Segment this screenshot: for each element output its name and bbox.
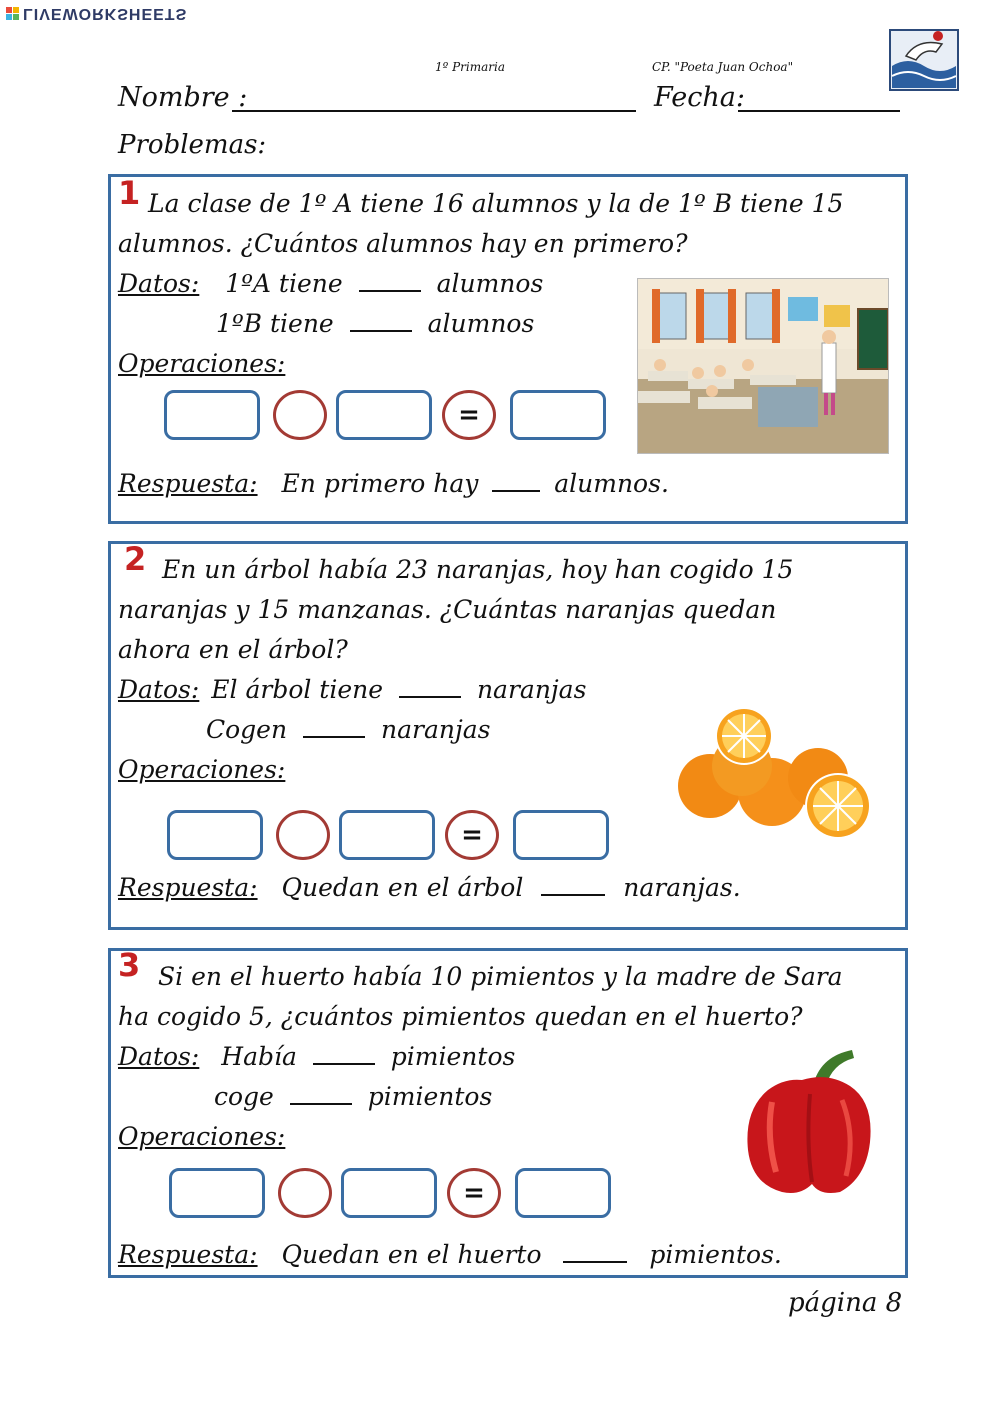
problem-3-datos-row-1	[118, 1037, 515, 1077]
problem-3-statement-line-2: ha cogido 5, ¿cuántos pimientos quedan en el huerto?	[118, 1002, 803, 1031]
number-3-icon: 3	[118, 946, 141, 984]
logo-squares-icon	[6, 7, 19, 20]
name-line[interactable]	[232, 110, 636, 112]
date-line[interactable]	[738, 110, 900, 112]
equals-sign: =	[442, 390, 496, 440]
school-name: CP. "Poeta Juan Ochoa"	[652, 60, 794, 74]
liveworksheets-logo	[6, 4, 187, 22]
respuesta-blank[interactable]	[563, 1243, 627, 1263]
operator-circle[interactable]	[273, 390, 327, 440]
grade-label: 1º Primaria	[435, 60, 506, 74]
datos-label: Datos:	[118, 269, 200, 298]
problem-3-respuesta	[118, 1235, 782, 1275]
dato-2-blank[interactable]	[350, 312, 412, 332]
operand-2-box[interactable]	[341, 1168, 437, 1218]
problem-3-statement-line-1: Si en el huerto había 10 pimientos y la madre de Sara	[158, 962, 843, 991]
problem-1-statement-line-2: alumnos. ¿Cuántos alumnos hay en primero?	[118, 229, 688, 258]
dato-1-suffix: naranjas	[476, 675, 587, 704]
dato-2-prefix: 1ºB tiene	[216, 309, 334, 338]
problem-1-operaciones-label: Operaciones:	[118, 349, 286, 378]
number-2-icon: 2	[124, 540, 147, 578]
problem-2-statement-line-3: ahora en el árbol?	[118, 635, 348, 664]
dato-2-blank[interactable]	[290, 1085, 352, 1105]
date-label: Fecha:	[654, 82, 745, 113]
problem-2-datos-row-1	[118, 670, 586, 710]
classroom-illustration	[637, 278, 889, 454]
problem-2-statement-line-2: naranjas y 15 manzanas. ¿Cuántas naranjas quedan	[118, 595, 777, 624]
datos-label: Datos:	[118, 675, 200, 704]
result-box[interactable]	[510, 390, 606, 440]
dato-2-suffix: pimientos	[367, 1082, 493, 1111]
dato-1-prefix: Había	[221, 1042, 297, 1071]
respuesta-suffix: naranjas.	[623, 873, 741, 902]
operator-circle[interactable]	[276, 810, 330, 860]
problem-1-respuesta	[118, 464, 669, 504]
dato-2-prefix: Cogen	[206, 715, 288, 744]
number-1-icon: 1	[118, 174, 141, 212]
dato-1-prefix: El árbol tiene	[211, 675, 384, 704]
respuesta-prefix: Quedan en el árbol	[281, 873, 524, 902]
dato-1-blank[interactable]	[313, 1045, 375, 1065]
respuesta-label: Respuesta:	[118, 469, 258, 498]
school-emblem-icon	[888, 26, 960, 98]
equals-sign: =	[445, 810, 499, 860]
datos-label: Datos:	[118, 1042, 200, 1071]
dato-1-blank[interactable]	[359, 272, 421, 292]
dato-2-suffix: alumnos	[427, 309, 535, 338]
oranges-photo	[672, 706, 878, 842]
equals-sign: =	[447, 1168, 501, 1218]
page-number: página 8	[788, 1288, 903, 1318]
respuesta-suffix: pimientos.	[649, 1240, 782, 1269]
respuesta-label: Respuesta:	[118, 873, 258, 902]
operand-2-box[interactable]	[336, 390, 432, 440]
problem-3-datos-row-2	[214, 1077, 492, 1117]
respuesta-suffix: alumnos.	[554, 469, 669, 498]
name-label: Nombre :	[118, 82, 248, 113]
respuesta-label: Respuesta:	[118, 1240, 258, 1269]
result-box[interactable]	[515, 1168, 611, 1218]
operand-1-box[interactable]	[167, 810, 263, 860]
operand-1-box[interactable]	[169, 1168, 265, 1218]
dato-1-suffix: alumnos	[436, 269, 544, 298]
operand-2-box[interactable]	[339, 810, 435, 860]
dato-2-blank[interactable]	[303, 718, 365, 738]
respuesta-blank[interactable]	[541, 876, 605, 896]
problem-1-datos-row-1	[118, 264, 543, 304]
dato-1-prefix: 1ºA tiene	[225, 269, 343, 298]
problem-1-datos-row-2	[216, 304, 534, 344]
operator-circle[interactable]	[278, 1168, 332, 1218]
logo-text: LIVEWORKSHEETS	[23, 5, 188, 22]
problem-2-respuesta	[118, 868, 741, 908]
respuesta-prefix: En primero hay	[281, 469, 479, 498]
problem-2-datos-row-2	[206, 710, 490, 750]
respuesta-prefix: Quedan en el huerto	[281, 1240, 542, 1269]
problem-2-operaciones-label: Operaciones:	[118, 755, 286, 784]
operand-1-box[interactable]	[164, 390, 260, 440]
dato-2-prefix: coge	[214, 1082, 274, 1111]
respuesta-blank[interactable]	[492, 472, 540, 492]
problem-2-statement-line-1: En un árbol había 23 naranjas, hoy han cogido 15	[162, 555, 794, 584]
dato-1-blank[interactable]	[399, 678, 461, 698]
result-box[interactable]	[513, 810, 609, 860]
section-title: Problemas:	[118, 130, 267, 160]
dato-2-suffix: naranjas	[381, 715, 491, 744]
problem-3-operaciones-label: Operaciones:	[118, 1122, 286, 1151]
problem-1-statement-line-1: La clase de 1º A tiene 16 alumnos y la de 1º B tiene 15	[148, 189, 844, 218]
red-pepper-illustration	[742, 1046, 878, 1196]
dato-1-suffix: pimientos	[390, 1042, 516, 1071]
